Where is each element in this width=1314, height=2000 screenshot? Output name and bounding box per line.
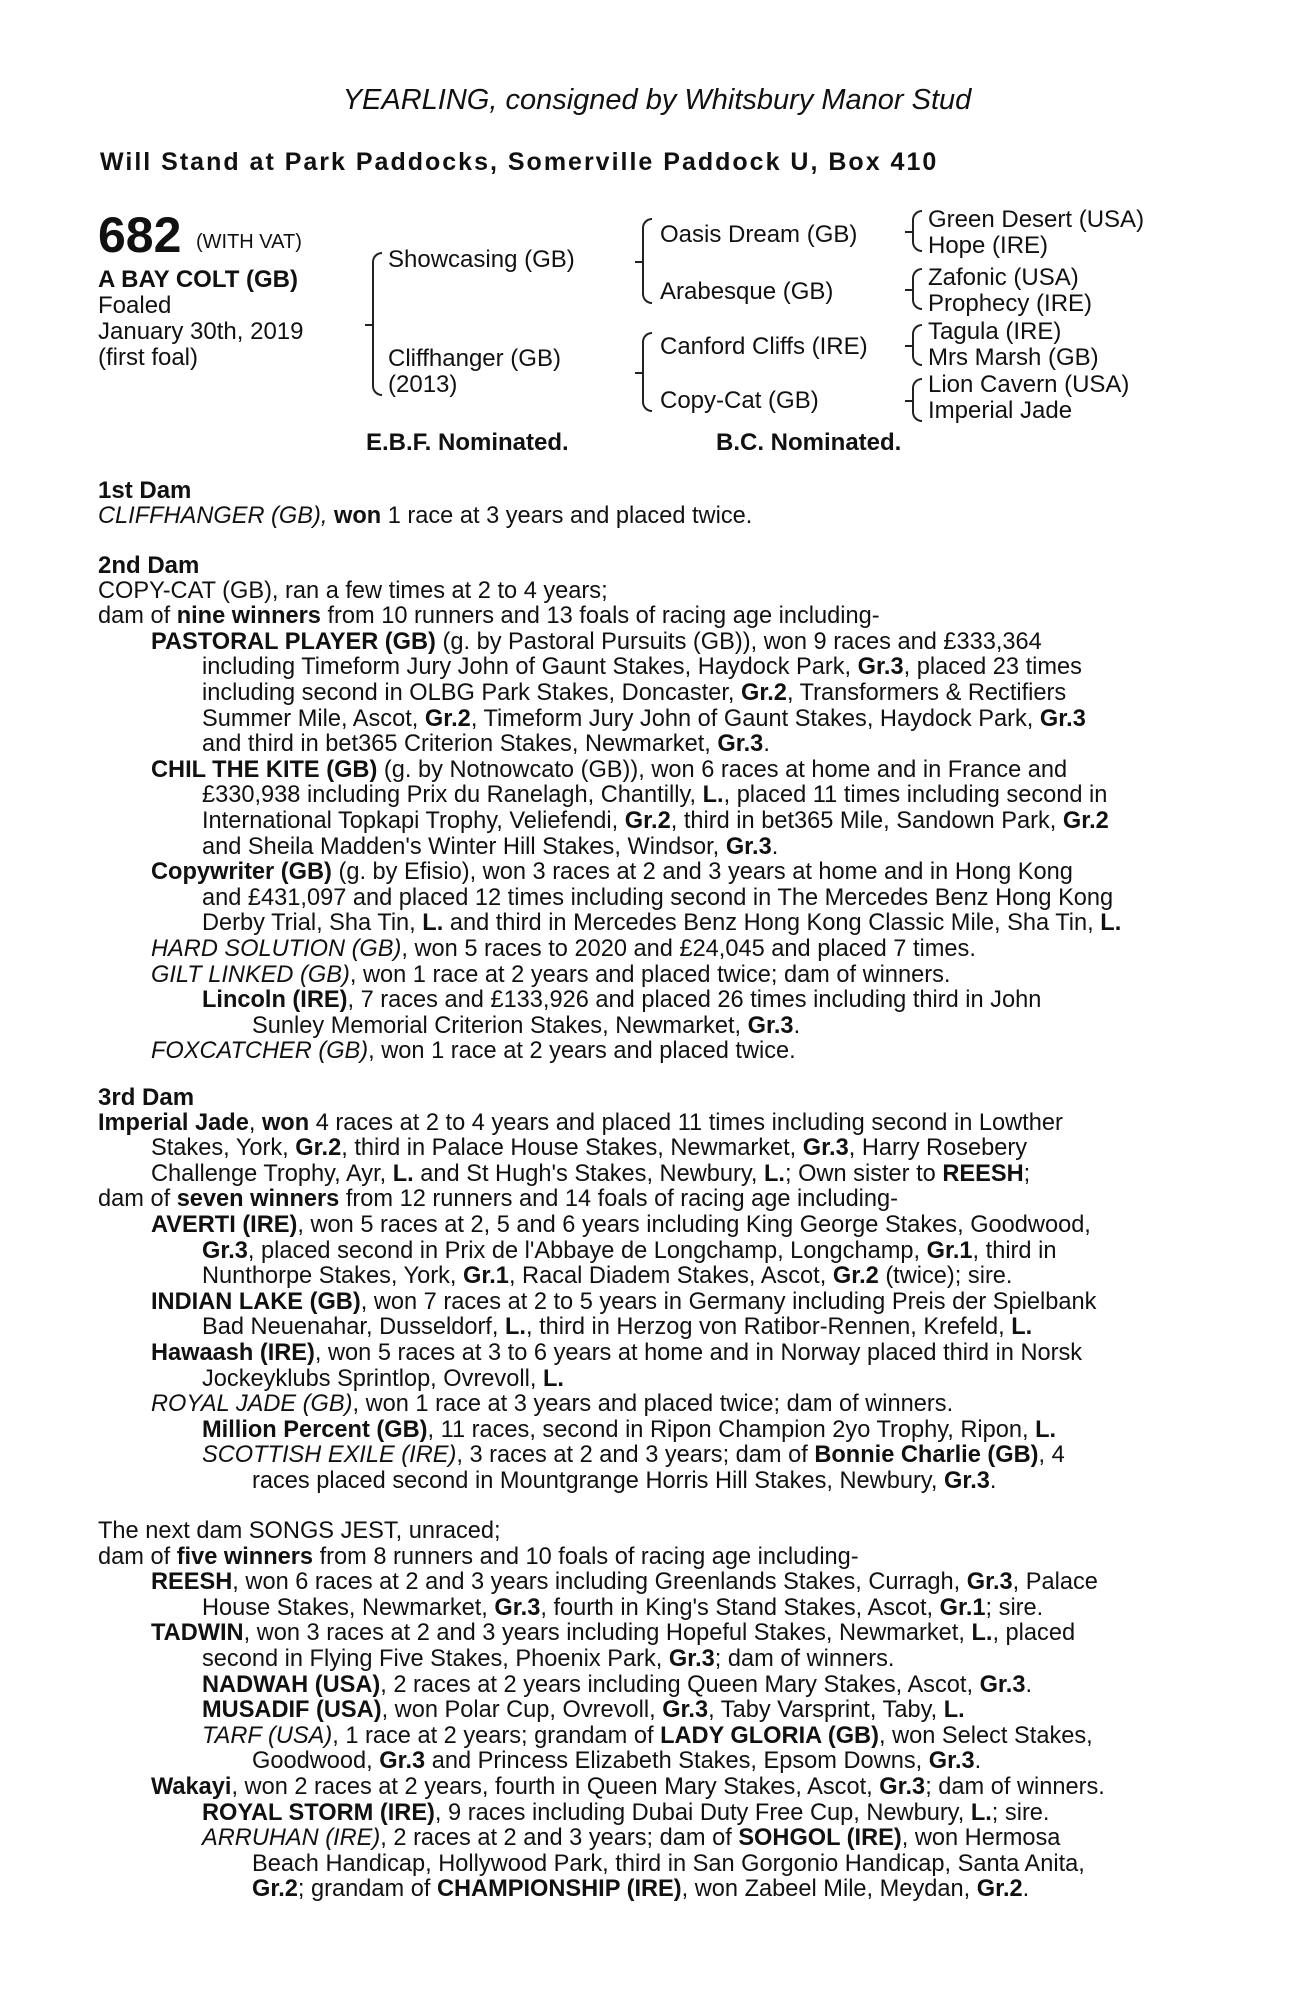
horse-name: ROYAL STORM (IRE)	[202, 1799, 435, 1826]
text: , Taby Varsprint, Taby,	[708, 1697, 944, 1724]
horse-name: TARF (USA)	[202, 1722, 333, 1749]
horse-name: CHAMPIONSHIP (IRE)	[436, 1876, 682, 1903]
text: Derby Trial, Sha Tin,	[202, 910, 423, 937]
text: , Timeform Jury John of Gaunt Stakes, Haydock Park,	[470, 705, 1040, 732]
dam-line-brace	[642, 332, 652, 412]
grade: Gr.2	[976, 1876, 1023, 1903]
text: , Harry Rosebery	[848, 1135, 1028, 1162]
text: ; dam of winners.	[925, 1773, 1105, 1800]
text: , won Polar Cup, Ovrevoll,	[381, 1697, 663, 1724]
first-dam-record: 1 race at 3 years and placed twice.	[381, 502, 753, 529]
text: , won 5 races to 2020 and £24,045 and placed 7 times.	[401, 935, 976, 962]
text: , placed 23 times	[903, 654, 1082, 681]
text: ; grandam of	[297, 1876, 437, 1903]
text: , third in bet365 Mile, Sandown Park,	[670, 807, 1063, 834]
grade: L.	[1100, 910, 1122, 937]
text: , 2 races at 2 and 3 years; dam of	[380, 1825, 739, 1852]
text: , 11 races, second in Ripon Champion 2yo Trophy, Ripon,	[427, 1416, 1036, 1443]
pedigree-g6: Mrs Marsh (GB)	[928, 344, 1099, 371]
text: including Timeform Jury John of Gaunt Stakes, Haydock Park,	[202, 654, 858, 681]
pedigree-sire-sire: Oasis Dream (GB)	[660, 221, 858, 248]
text: from 10 runners and 13 foals of racing age including-	[320, 603, 880, 630]
winners-count: five winners	[176, 1543, 314, 1570]
grade: Gr.3	[943, 1467, 990, 1494]
text: , won Select Stakes,	[878, 1722, 1093, 1749]
text: House Stakes, Newmarket,	[202, 1594, 495, 1621]
text: Sunley Memorial Criterion Stakes, Newmarket,	[252, 1012, 748, 1039]
text: Summer Mile, Ascot,	[202, 705, 425, 732]
horse-name: Copywriter (GB)	[151, 859, 332, 886]
grade: Gr.1	[939, 1594, 986, 1621]
grade: L.	[392, 1160, 414, 1187]
grade: Gr.1	[463, 1263, 509, 1290]
text: ; dam of winners.	[714, 1645, 895, 1672]
text: ,	[248, 1109, 262, 1136]
grade: Gr.2	[741, 679, 787, 706]
text: and Sheila Madden's Winter Hill Stakes, Windsor,	[202, 833, 726, 860]
winners-count: nine winners	[176, 603, 321, 630]
page-title: YEARLING, consigned by Whitsbury Manor Stud	[342, 84, 972, 116]
grade: Gr.3	[662, 1697, 709, 1724]
stand-location: Will Stand at Park Paddocks, Somerville Paddock U, Box 410	[100, 148, 939, 176]
grade: Gr.2	[1062, 807, 1109, 834]
text: , 2 races at 2 years including Queen Mary Stakes, Ascot,	[380, 1671, 980, 1698]
text: .	[974, 1748, 982, 1775]
text: , 1 race at 2 years; grandam of	[332, 1722, 661, 1749]
text: , third in Palace House Stakes, Newmarket,	[341, 1135, 803, 1162]
text: , Transformers & Rectifiers	[786, 679, 1067, 706]
grade: L.	[943, 1697, 965, 1724]
text: , 9 races including Dubai Duty Free Cup, Newbury,	[434, 1799, 971, 1826]
g-brace-4	[912, 378, 922, 422]
pedigree-g2: Hope (IRE)	[928, 232, 1049, 259]
horse-name: NADWAH (USA)	[202, 1671, 381, 1698]
horse-name: AVERTI (IRE)	[151, 1211, 298, 1238]
first-dam-section	[98, 478, 1208, 529]
foaled-label: Foaled	[98, 292, 172, 319]
text: , won 3 races at 2 and 3 years including Hopeful Stakes, Newmarket,	[243, 1620, 972, 1647]
text: Stakes, York,	[151, 1135, 296, 1162]
grade: L.	[422, 910, 444, 937]
second-dam-line1: COPY-CAT (GB), ran a few times at 2 to 4 years;	[98, 577, 608, 604]
text: ; sire.	[985, 1594, 1044, 1621]
pedigree-g5: Tagula (IRE)	[928, 318, 1062, 345]
text: International Topkapi Trophy, Veliefendi,	[202, 807, 625, 834]
g-brace-2	[912, 268, 922, 310]
horse-name: Bonnie Charlie (GB)	[814, 1442, 1039, 1469]
grade: Gr.3	[202, 1237, 248, 1264]
text: and third in Mercedes Benz Hong Kong Classic Mile, Sha Tin,	[443, 910, 1101, 937]
grade: L.	[1011, 1314, 1033, 1341]
grade: Gr.3	[857, 654, 904, 681]
horse-name: Wakayi	[151, 1773, 232, 1800]
pedigree-dam-dam: Copy-Cat (GB)	[660, 387, 819, 414]
grade: L.	[542, 1365, 564, 1392]
horse-name: ARRUHAN (IRE)	[202, 1825, 381, 1852]
text: , won 5 races at 3 to 6 years at home and in Norway placed third in Norsk	[314, 1339, 1083, 1366]
sire-dam-brace	[372, 252, 382, 396]
text: from 8 runners and 10 foals of racing age including-	[313, 1543, 859, 1570]
horse-name: Lincoln (IRE)	[202, 987, 348, 1014]
grade: Gr.2	[424, 705, 471, 732]
text: , 4	[1038, 1442, 1065, 1469]
text: ; sire.	[991, 1799, 1050, 1826]
horse-name: PASTORAL PLAYER (GB)	[151, 628, 436, 655]
grade: L.	[971, 1620, 993, 1647]
bc-nominated: B.C. Nominated.	[716, 429, 902, 456]
grade: Gr.3	[879, 1773, 926, 1800]
horse-name: Imperial Jade	[98, 1109, 249, 1136]
grade: Gr.3	[979, 1671, 1026, 1698]
horse-name: HARD SOLUTION (GB)	[151, 935, 402, 962]
horse-name: CHIL THE KITE (GB)	[151, 756, 378, 783]
text: including second in OLBG Park Stakes, Doncaster,	[202, 679, 742, 706]
horse-name: TADWIN	[151, 1620, 244, 1647]
third-dam-heading: 3rd Dam	[98, 1084, 195, 1111]
text: , fourth in King's Stand Stakes, Ascot,	[540, 1594, 940, 1621]
pedigree-sire: Showcasing (GB)	[388, 246, 575, 273]
grade: Gr.2	[295, 1135, 342, 1162]
pedigree-g8: Imperial Jade	[928, 397, 1073, 424]
next-dam-line1: The next dam SONGS JEST, unraced;	[98, 1518, 501, 1544]
text: .	[793, 1012, 801, 1039]
horse-name: Hawaash (IRE)	[151, 1339, 315, 1366]
grade: L.	[1035, 1416, 1057, 1443]
horse-name: SOHGOL (IRE)	[738, 1825, 902, 1852]
pedigree-dam: Cliffhanger (GB)	[388, 345, 561, 372]
text: , 7 races and £133,926 and placed 26 times including third in John	[347, 987, 1042, 1014]
first-dam-name: CLIFFHANGER (GB),	[98, 502, 328, 529]
text: and third in bet365 Criterion Stakes, Newmarket,	[202, 731, 718, 758]
horse-name: FOXCATCHER (GB)	[151, 1038, 369, 1065]
text: dam of	[98, 1543, 177, 1570]
sire-line-brace	[642, 218, 652, 304]
text: dam of	[98, 1186, 177, 1213]
text: Bad Neuenahar, Dusseldorf,	[202, 1314, 505, 1341]
horse-name: SCOTTISH EXILE (IRE)	[202, 1442, 457, 1469]
text: 4 races at 2 to 4 years and placed 11 times including second in Lowther	[309, 1109, 1063, 1136]
text: , won 5 races at 2, 5 and 6 years including King George Stakes, Goodwood,	[297, 1211, 1091, 1238]
grade: Gr.3	[668, 1645, 715, 1672]
text: , third in	[972, 1237, 1057, 1264]
text: (g. by Efisio), won 3 races at 2 and 3 years at home and in Hong Kong	[331, 859, 1073, 886]
text: ;	[1023, 1160, 1031, 1187]
horse-name: INDIAN LAKE (GB)	[151, 1288, 361, 1315]
grade: Gr.3	[725, 833, 772, 860]
third-dam-section	[98, 1085, 1208, 1495]
pedigree-g4: Prophecy (IRE)	[928, 290, 1093, 317]
next-dam-section	[98, 1519, 1208, 1903]
text: .	[763, 731, 770, 758]
lot-number: 682	[98, 207, 182, 263]
text: .	[1022, 1876, 1030, 1903]
pedigree-dam-year: (2013)	[388, 371, 458, 398]
text: , won 1 race at 3 years and placed twice; dam of winners.	[352, 1391, 954, 1418]
text: and £431,097 and placed 12 times including second in The Mercedes Benz Hong Kong	[202, 884, 1114, 911]
grade: Gr.3	[494, 1594, 541, 1621]
text: races placed second in Mountgrange Horris Hill Stakes, Newbury,	[252, 1467, 944, 1494]
text: , placed 11 times including second in	[723, 782, 1108, 809]
text: .	[1025, 1671, 1033, 1698]
text: ; Own sister to	[784, 1160, 943, 1187]
first-dam-heading: 1st Dam	[98, 477, 192, 504]
horse-name: Million Percent (GB)	[202, 1416, 428, 1443]
text: from 12 runners and 14 foals of racing age including-	[339, 1186, 899, 1213]
horse-name: ROYAL JADE (GB)	[151, 1391, 353, 1418]
grade: L.	[702, 782, 724, 809]
text: Beach Handicap, Hollywood Park, third in San Gorgonio Handicap, Santa Anita,	[252, 1850, 1085, 1877]
pedigree-dam-sire: Canford Cliffs (IRE)	[660, 333, 868, 360]
text: .	[989, 1467, 997, 1494]
text: , Palace	[1012, 1569, 1098, 1596]
grade: Gr.1	[926, 1237, 973, 1264]
text: (twice); sire.	[878, 1263, 1013, 1290]
text: Nunthorpe Stakes, York,	[202, 1263, 464, 1290]
pedigree-g3: Zafonic (USA)	[928, 264, 1079, 291]
grade: Gr.2	[252, 1876, 298, 1903]
grade: Gr.3	[379, 1748, 426, 1775]
text: (g. by Pastoral Pursuits (GB)), won 9 races and £333,364	[435, 628, 1042, 655]
text: .	[771, 833, 779, 860]
grade: Gr.3	[1039, 705, 1086, 732]
horse-name: REESH	[151, 1569, 233, 1596]
text: (g. by Notnowcato (GB)), won 6 races at home and in France and	[377, 756, 1068, 783]
horse-name: GILT LINKED (GB)	[151, 961, 350, 988]
text: , won 6 races at 2 and 3 years including Greenlands Stakes, Curragh,	[232, 1569, 967, 1596]
horse-description: A BAY COLT (GB)	[98, 266, 299, 293]
grade: Gr.3	[802, 1135, 849, 1162]
second-dam-section	[98, 553, 1208, 1065]
grade: Gr.3	[747, 1012, 794, 1039]
won-label: won	[261, 1109, 310, 1136]
text: and St Hugh's Stakes, Newbury,	[413, 1160, 765, 1187]
pedigree-g7: Lion Cavern (USA)	[928, 371, 1130, 398]
text: dam of	[98, 603, 177, 630]
text: , won 2 races at 2 years, fourth in Queen Mary Stakes, Ascot,	[231, 1773, 880, 1800]
winners-count: seven winners	[176, 1186, 340, 1213]
grade: Gr.2	[832, 1263, 879, 1290]
pedigree-g1: Green Desert (USA)	[928, 206, 1145, 233]
grade: Gr.2	[624, 807, 671, 834]
first-dam-won: won	[333, 502, 382, 529]
grade: L.	[764, 1160, 785, 1187]
grade: Gr.3	[966, 1569, 1013, 1596]
text: , won 1 race at 2 years and placed twice.	[368, 1038, 796, 1065]
first-foal-note: (first foal)	[98, 344, 199, 371]
horse-name: MUSADIF (USA)	[202, 1697, 382, 1724]
text: , Racal Diadem Stakes, Ascot,	[508, 1263, 833, 1290]
vat-note: (WITH VAT)	[196, 231, 302, 253]
horse-name: REESH	[942, 1160, 1024, 1187]
g-brace-1	[912, 210, 922, 252]
text: , won 7 races at 2 to 5 years in Germany including Preis der Spielbank	[360, 1288, 1097, 1315]
text: , won 1 race at 2 years and placed twice; dam of winners.	[349, 961, 951, 988]
text: , 3 races at 2 and 3 years; dam of	[456, 1442, 815, 1469]
text: , third in Herzog von Ratibor-Rennen, Krefeld,	[525, 1314, 1012, 1341]
ebf-nominated: E.B.F. Nominated.	[366, 429, 569, 456]
text: £330,938 including Prix du Ranelagh, Chantilly,	[202, 782, 703, 809]
pedigree-sire-dam: Arabesque (GB)	[660, 278, 834, 305]
text: Challenge Trophy, Ayr,	[151, 1160, 393, 1187]
second-dam-heading: 2nd Dam	[98, 552, 200, 579]
grade: L.	[970, 1799, 992, 1826]
grade: Gr.3	[717, 731, 764, 758]
foaled-date: January 30th, 2019	[98, 318, 304, 345]
grade: Gr.3	[928, 1748, 975, 1775]
text: , placed second in Prix de l'Abbaye de Longchamp, Longchamp,	[247, 1237, 927, 1264]
text: , placed	[992, 1620, 1076, 1647]
g-brace-3	[912, 324, 922, 366]
text: Jockeyklubs Sprintlop, Ovrevoll,	[202, 1365, 543, 1392]
grade: L.	[504, 1314, 526, 1341]
text: , won Zabeel Mile, Meydan,	[681, 1876, 977, 1903]
text: second in Flying Five Stakes, Phoenix Park,	[202, 1645, 669, 1672]
text: and Princess Elizabeth Stakes, Epsom Downs,	[425, 1748, 929, 1775]
horse-name: LADY GLORIA (GB)	[660, 1722, 879, 1749]
text: , won Hermosa	[901, 1825, 1061, 1852]
text: Goodwood,	[252, 1748, 380, 1775]
